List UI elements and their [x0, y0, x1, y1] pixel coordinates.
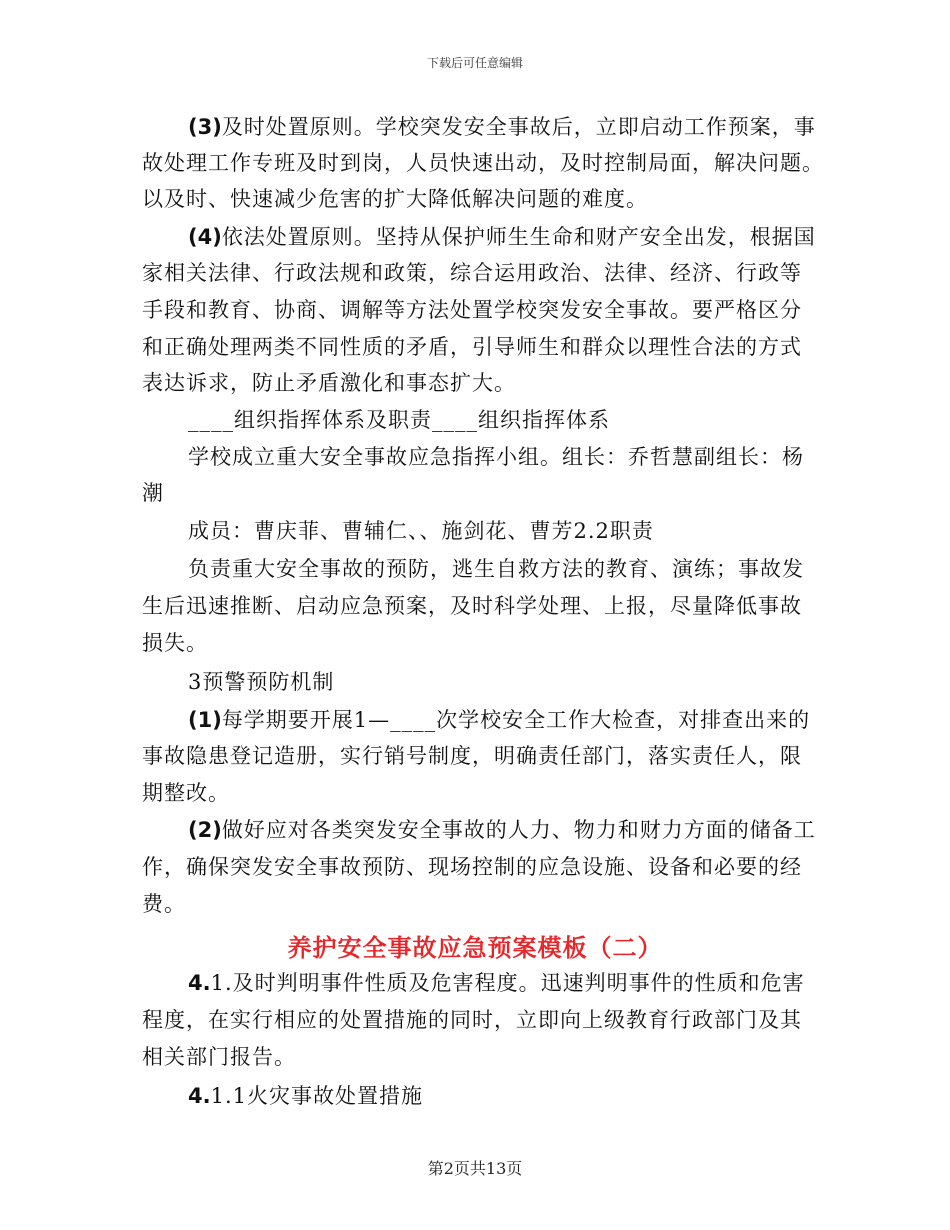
line-text: 潮	[142, 481, 164, 505]
text-line	[142, 295, 802, 325]
text-line	[188, 667, 334, 697]
text-line	[188, 815, 816, 845]
item-number: (2)	[188, 818, 222, 842]
text-line	[188, 554, 804, 584]
line-text: 家相关法律、行政法规和政策，综合运用政治、法律、经济、行政等	[142, 261, 802, 285]
item-number: 4.	[188, 971, 211, 995]
page-header: 下载后可任意编辑	[426, 56, 523, 70]
text-line	[142, 591, 802, 621]
text-line	[188, 705, 810, 735]
text-line	[188, 442, 804, 472]
line-text: 事故隐患登记造册，实行销号制度，明确责任部门，落实责任人，限	[142, 744, 802, 768]
line-text: 做好应对各类突发安全事故的人力、物力和财力方面的储备工	[221, 818, 816, 842]
line-text: 每学期要开展1—____次学校安全工作大检查，对排查出来的	[221, 708, 811, 732]
line-text: 损失。	[142, 631, 208, 655]
text-line	[188, 968, 805, 998]
text-line	[142, 889, 186, 919]
line-text: 故处理工作专班及时到岗，人员快速出动，及时控制局面，解决问题。	[142, 151, 824, 175]
line-text: 期整改。	[142, 781, 230, 805]
text-line	[142, 778, 230, 808]
line-text: 和正确处理两类不同性质的矛盾，引导师生和群众以理性合法的方式	[142, 335, 802, 359]
text-line	[188, 405, 610, 435]
text-line	[142, 184, 648, 214]
text-line	[142, 258, 802, 288]
line-text: 1.及时判明事件性质及危害程度。迅速判明事件的性质和危害	[210, 971, 805, 995]
item-number: (4)	[188, 225, 222, 249]
line-text: 以及时、快速减少危害的扩大降低解决问题的难度。	[142, 187, 648, 211]
text-line	[142, 478, 164, 508]
line-text: 程度，在实行相应的处置措施的同时，立即向上级教育行政部门及其	[142, 1008, 802, 1032]
text-line	[142, 368, 516, 398]
line-text: 3预警预防机制	[188, 670, 335, 694]
line-text: 生后迅速推断、启动应急预案，及时科学处理、上报，尽量降低事故	[142, 594, 802, 618]
line-text: 依法处置原则。坚持从保护师生生命和财产安全出发，根据国	[221, 225, 816, 249]
line-text: 作，确保突发安全事故预防、现场控制的应急设施、设备和必要的经	[142, 855, 802, 879]
line-text: 成员：曹庆菲、曹辅仁、、施剑花、曹芳2.2职责	[188, 519, 654, 543]
section-title: 养护安全事故应急预案模板（二）	[287, 934, 663, 962]
line-text: 表达诉求，防止矛盾激化和事态扩大。	[142, 371, 516, 395]
text-line	[188, 516, 654, 546]
item-number: (3)	[188, 115, 222, 139]
text-line	[188, 1081, 423, 1111]
line-text: 费。	[142, 892, 186, 916]
line-text: 相关部门报告。	[142, 1045, 296, 1069]
text-line	[142, 332, 802, 362]
text-line	[142, 1042, 296, 1072]
line-text: 学校成立重大安全事故应急指挥小组。组长：乔哲慧副组长：杨	[188, 445, 804, 469]
line-text: 1.1火灾事故处置措施	[210, 1084, 423, 1108]
text-line	[142, 1005, 802, 1035]
text-line	[142, 628, 208, 658]
text-line	[188, 112, 816, 142]
page-footer: 第2页共13页	[427, 1159, 523, 1178]
line-text: 及时处置原则。学校突发安全事故后，立即启动工作预案，事	[221, 115, 816, 139]
text-line	[142, 852, 802, 882]
text-line	[142, 741, 802, 771]
item-number: 4.	[188, 1084, 211, 1108]
text-line	[142, 148, 824, 178]
line-text: ____组织指挥体系及职责____组织指挥体系	[188, 408, 610, 432]
text-line	[188, 222, 816, 252]
line-text: 手段和教育、协商、调解等方法处置学校突发安全事故。要严格区分	[142, 298, 802, 322]
line-text: 负责重大安全事故的预防，逃生自救方法的教育、演练；事故发	[188, 557, 804, 581]
item-number: (1)	[188, 708, 222, 732]
